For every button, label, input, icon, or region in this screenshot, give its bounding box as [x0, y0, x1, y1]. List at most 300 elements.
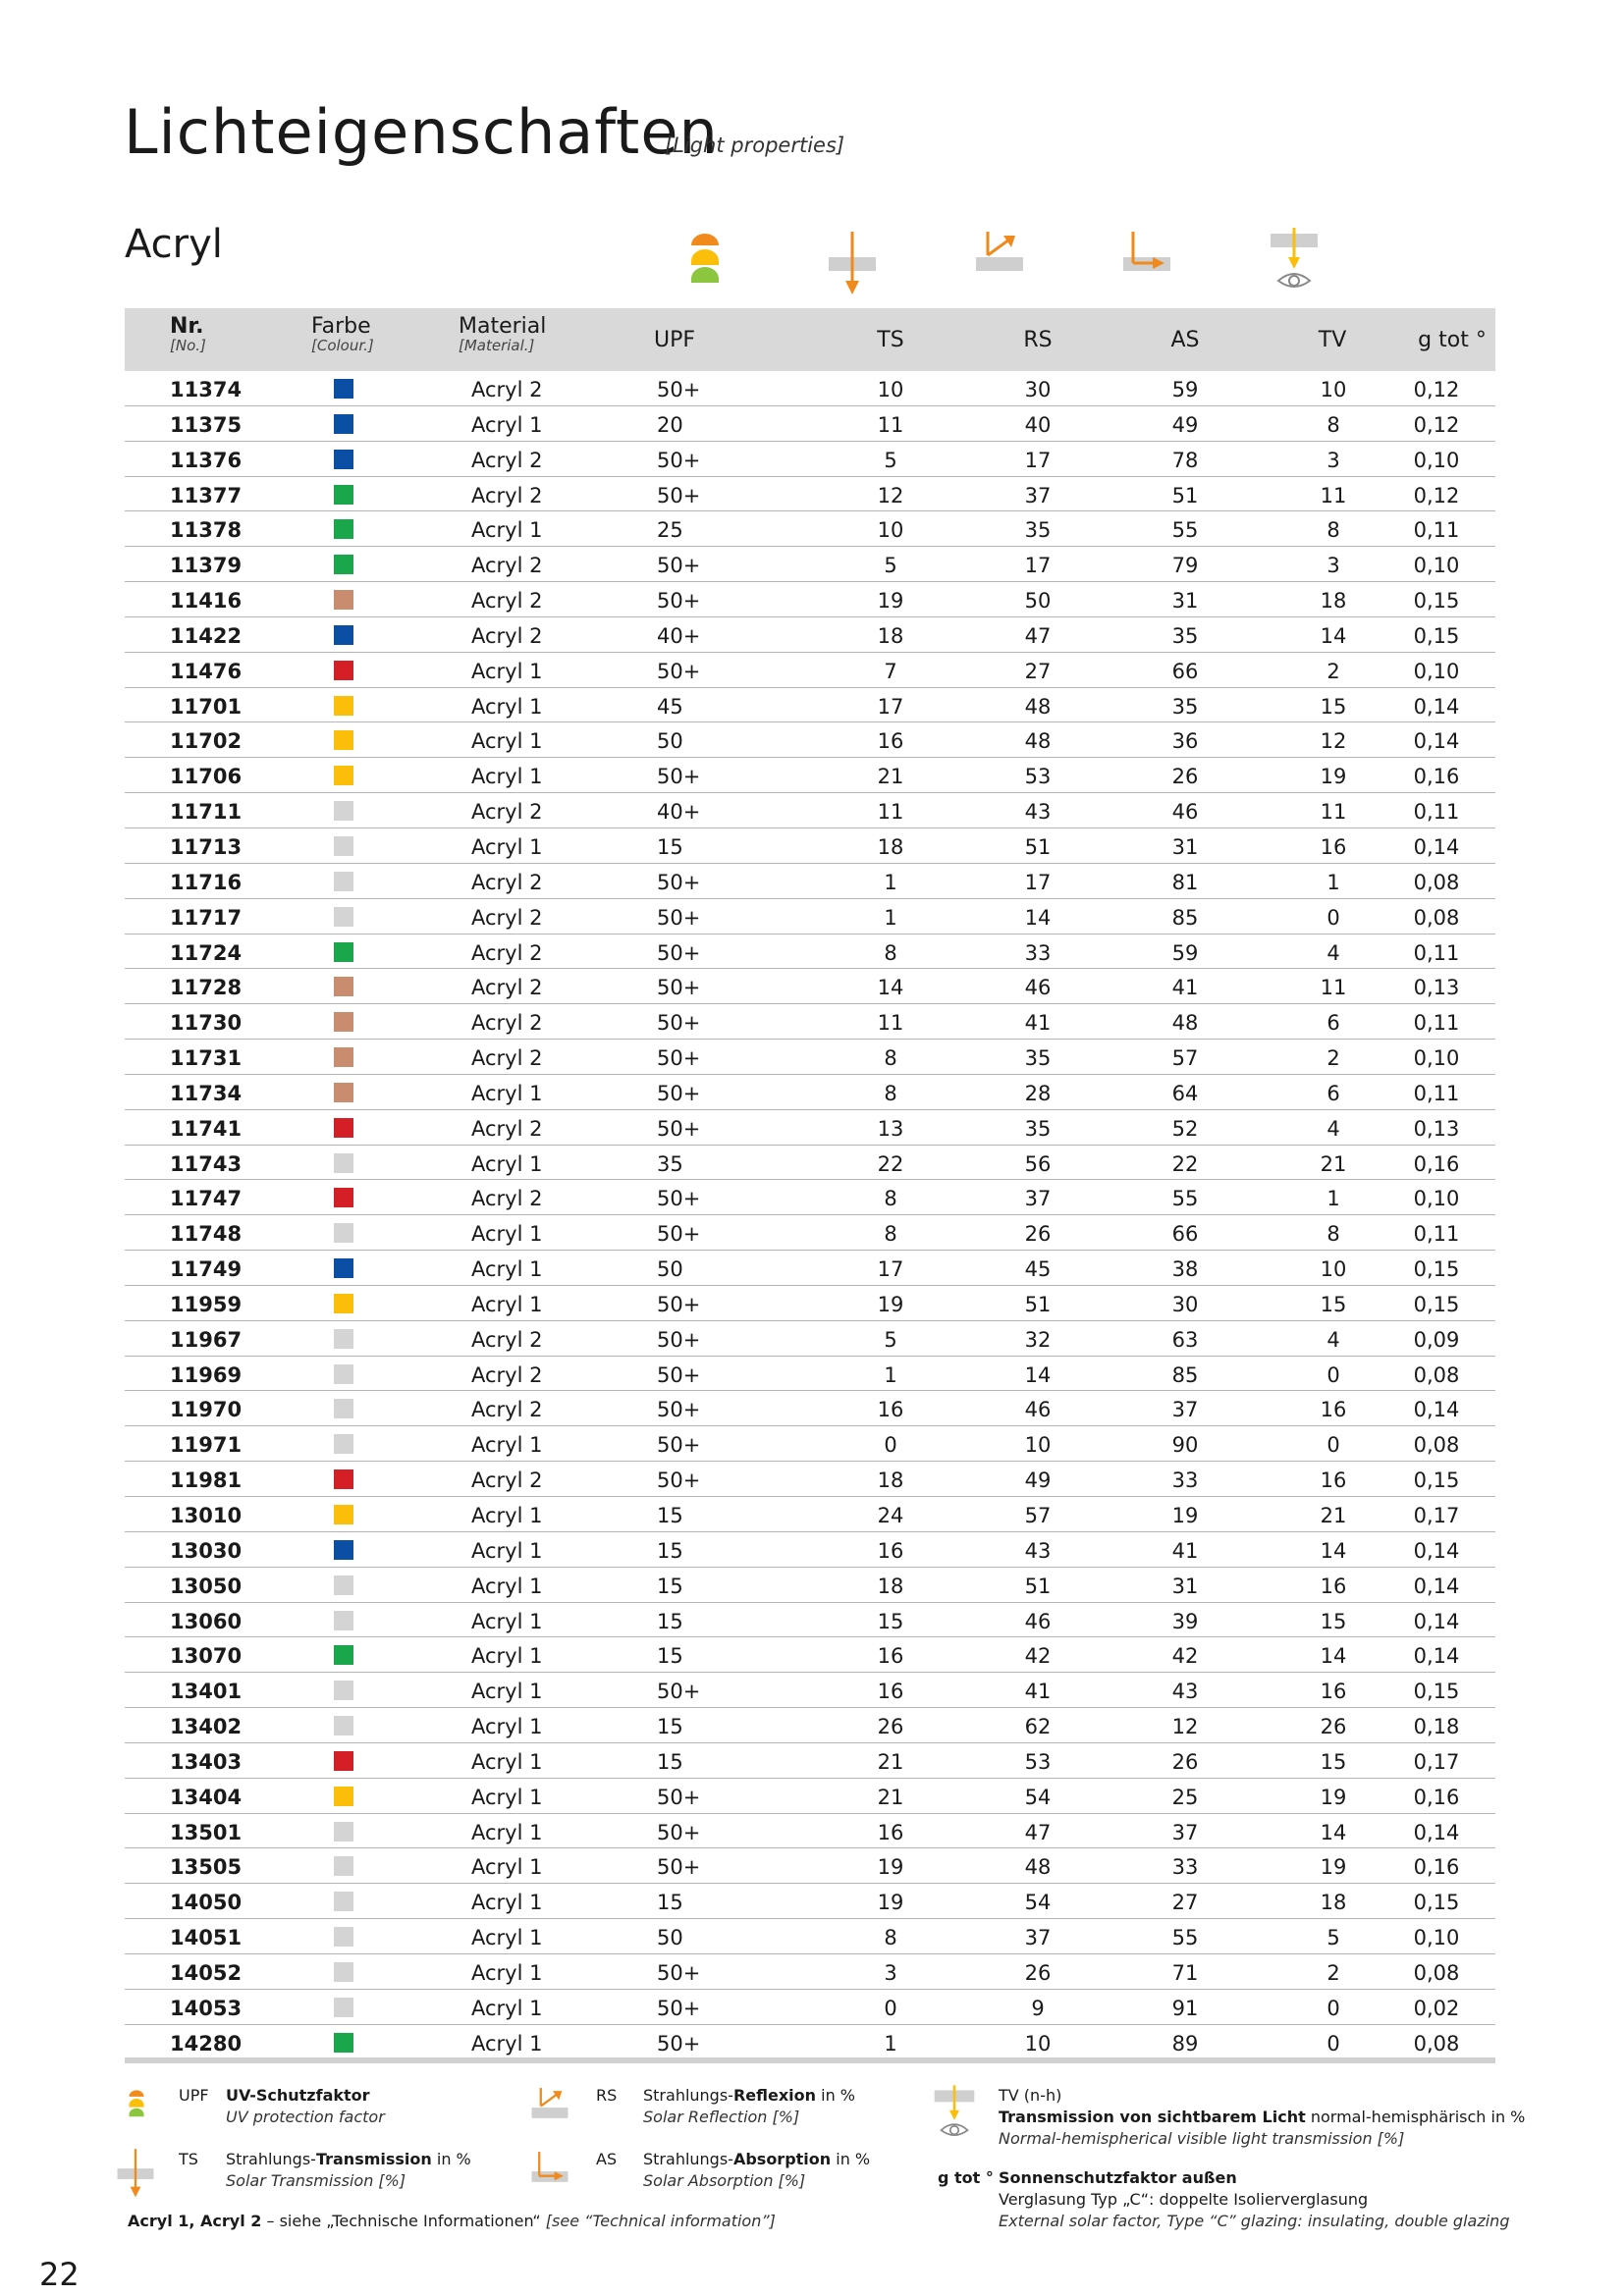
row-colour-swatch: [334, 1329, 353, 1349]
row-material: Acryl 1: [471, 1926, 543, 1950]
table-row: [125, 1673, 1495, 1708]
table-row: [125, 1426, 1495, 1462]
row-material: Acryl 2: [471, 1327, 543, 1352]
row-as: 52: [1171, 1116, 1199, 1141]
row-material: Acryl 2: [471, 623, 543, 648]
row-gtot: 0,10: [1413, 1926, 1460, 1950]
row-upf: 50+: [657, 483, 701, 507]
row-ts: 10: [877, 518, 904, 543]
row-tv: 4: [1326, 940, 1340, 965]
row-upf: 50+: [657, 940, 701, 965]
row-as: 19: [1171, 1504, 1199, 1527]
page-title-en: [Light properties]: [665, 133, 845, 157]
row-material: Acryl 1: [471, 1785, 543, 1809]
row-upf: 50+: [657, 870, 701, 894]
row-ts: 16: [877, 1398, 904, 1422]
row-gtot: 0,16: [1413, 765, 1460, 789]
legend-ts-text: Strahlungs-Transmission in % Solar Transmission [%]: [226, 2150, 471, 2190]
row-tv: 14: [1320, 1820, 1347, 1844]
row-rs: 53: [1024, 765, 1052, 789]
row-upf: 40+: [657, 800, 701, 825]
row-ts: 13: [877, 1116, 904, 1141]
row-as: 59: [1171, 940, 1199, 965]
row-upf: 50+: [657, 589, 701, 614]
row-ts: 17: [877, 1257, 904, 1282]
row-upf: 15: [657, 1644, 683, 1669]
legend-gtot-text: Sonnenschutzfaktor außen Verglasung Typ „C“: doppelte Isolierverglasung External solar factor, Type “C” glazing: insulating, double glazing: [999, 2168, 1510, 2230]
col-farbe: Farbe [Colour.]: [311, 314, 374, 354]
row-upf: 50+: [657, 1996, 701, 2020]
row-nr: 13050: [170, 1574, 243, 1598]
row-tv: 15: [1320, 1292, 1347, 1316]
row-upf: 50+: [657, 1468, 701, 1493]
row-colour-swatch: [334, 1611, 353, 1630]
row-material: Acryl 2: [471, 1468, 543, 1493]
row-colour-swatch: [334, 1998, 353, 2017]
row-material: Acryl 2: [471, 1187, 543, 1211]
row-nr: 11716: [170, 870, 243, 894]
row-upf: 50+: [657, 1362, 701, 1387]
row-tv: 11: [1320, 976, 1347, 1000]
row-material: Acryl 2: [471, 1116, 543, 1141]
row-upf: 50+: [657, 1785, 701, 1809]
tv-visible-light-icon: [1269, 228, 1320, 296]
table-row: [125, 969, 1495, 1004]
row-ts: 18: [877, 1468, 904, 1493]
row-rs: 41: [1024, 1011, 1052, 1036]
row-upf: 15: [657, 1574, 683, 1598]
row-tv: 14: [1320, 1644, 1347, 1669]
row-ts: 16: [877, 1680, 904, 1704]
row-material: Acryl 1: [471, 1257, 543, 1282]
row-upf: 50: [657, 729, 683, 754]
row-gtot: 0,13: [1413, 1116, 1460, 1141]
row-gtot: 0,10: [1413, 554, 1460, 578]
row-nr: 13404: [170, 1785, 243, 1809]
row-ts: 0: [884, 1996, 897, 2020]
row-as: 22: [1171, 1151, 1199, 1176]
row-upf: 50+: [657, 448, 701, 472]
row-material: Acryl 1: [471, 2031, 543, 2056]
col-material: Material [Material.]: [459, 314, 547, 354]
row-upf: 50+: [657, 2031, 701, 2056]
legend-tv: TV (n-h) Transmission von sichtbarem Licht normal-hemisphärisch in % Normal-hemispherical visible light transmission [%]: [999, 2086, 1526, 2148]
row-rs: 42: [1024, 1644, 1052, 1669]
table-row: [125, 934, 1495, 970]
row-tv: 1: [1326, 1187, 1340, 1211]
page-number: 22: [39, 2256, 80, 2293]
row-gtot: 0,02: [1413, 1996, 1460, 2020]
row-colour-swatch: [334, 1927, 353, 1947]
row-material: Acryl 1: [471, 1960, 543, 1985]
row-rs: 35: [1024, 1116, 1052, 1141]
legend-upf-text: UV-Schutzfaktor UV protection factor: [226, 2086, 385, 2126]
row-material: Acryl 1: [471, 1680, 543, 1704]
table-row: [125, 442, 1495, 477]
legend-ts-icon: [116, 2146, 155, 2203]
row-tv: 18: [1320, 589, 1347, 614]
row-nr: 11734: [170, 1081, 243, 1105]
row-ts: 22: [877, 1151, 904, 1176]
row-as: 91: [1171, 1996, 1199, 2020]
row-colour-swatch: [334, 977, 353, 996]
row-rs: 46: [1024, 1398, 1052, 1422]
row-tv: 2: [1326, 1046, 1340, 1071]
row-nr: 14052: [170, 1960, 243, 1985]
row-rs: 17: [1024, 870, 1052, 894]
row-tv: 5: [1326, 1926, 1340, 1950]
row-rs: 50: [1024, 589, 1052, 614]
row-material: Acryl 1: [471, 1820, 543, 1844]
table-row: [125, 1040, 1495, 1075]
row-as: 26: [1171, 1749, 1199, 1774]
row-gtot: 0,09: [1413, 1327, 1460, 1352]
row-upf: 20: [657, 412, 683, 437]
row-colour-swatch: [334, 590, 353, 610]
row-as: 31: [1171, 589, 1199, 614]
row-rs: 17: [1024, 554, 1052, 578]
row-gtot: 0,08: [1413, 1433, 1460, 1458]
table-row: [125, 1251, 1495, 1286]
table-row: [125, 1215, 1495, 1251]
row-nr: 11706: [170, 765, 243, 789]
row-rs: 48: [1024, 729, 1052, 754]
row-nr: 11749: [170, 1257, 243, 1282]
row-rs: 17: [1024, 448, 1052, 472]
row-nr: 14050: [170, 1891, 243, 1915]
legend-rs-icon: [530, 2085, 569, 2128]
row-nr: 11422: [170, 623, 243, 648]
table-row: [125, 722, 1495, 758]
row-colour-swatch: [334, 1223, 353, 1243]
ts-transmission-icon: [827, 228, 878, 296]
row-colour-swatch: [334, 661, 353, 680]
row-nr: 11374: [170, 378, 243, 401]
row-upf: 50: [657, 1257, 683, 1282]
row-tv: 19: [1320, 1855, 1347, 1880]
row-material: Acryl 1: [471, 1891, 543, 1915]
row-gtot: 0,14: [1413, 1609, 1460, 1633]
row-upf: 50+: [657, 1960, 701, 1985]
table-row: [125, 477, 1495, 512]
row-rs: 14: [1024, 1362, 1052, 1387]
row-tv: 4: [1326, 1327, 1340, 1352]
row-colour-swatch: [334, 519, 353, 539]
row-nr: 11701: [170, 694, 243, 719]
row-colour-swatch: [334, 1118, 353, 1138]
rs-reflection-icon: [974, 228, 1025, 296]
table-row: [125, 1286, 1495, 1321]
row-colour-swatch: [334, 625, 353, 645]
row-nr: 14053: [170, 1996, 243, 2020]
table-row: [125, 1848, 1495, 1884]
row-as: 66: [1171, 659, 1199, 683]
row-colour-swatch: [334, 1294, 353, 1313]
row-tv: 21: [1320, 1504, 1347, 1527]
row-ts: 18: [877, 1574, 904, 1598]
row-material: Acryl 1: [471, 834, 543, 859]
row-upf: 50+: [657, 1680, 701, 1704]
table-row: [125, 1637, 1495, 1673]
row-gtot: 0,11: [1413, 1222, 1460, 1247]
row-tv: 11: [1320, 483, 1347, 507]
row-as: 48: [1171, 1011, 1199, 1036]
table-row: [125, 582, 1495, 617]
row-material: Acryl 1: [471, 1433, 543, 1458]
row-ts: 24: [877, 1504, 904, 1527]
row-colour-swatch: [334, 1716, 353, 1735]
row-nr: 11959: [170, 1292, 243, 1316]
legend-ts: TS: [179, 2150, 198, 2168]
row-nr: 11971: [170, 1433, 243, 1458]
row-tv: 15: [1320, 1749, 1347, 1774]
row-gtot: 0,15: [1413, 1680, 1460, 1704]
row-gtot: 0,12: [1413, 412, 1460, 437]
legend-gtot: g tot °: [938, 2168, 994, 2187]
row-material: Acryl 1: [471, 518, 543, 543]
row-upf: 50+: [657, 1327, 701, 1352]
col-tv: TV: [1318, 328, 1347, 352]
row-gtot: 0,16: [1413, 1855, 1460, 1880]
table-row: [125, 1321, 1495, 1357]
row-ts: 19: [877, 1855, 904, 1880]
row-nr: 11748: [170, 1222, 243, 1247]
table-row: [125, 899, 1495, 934]
row-colour-swatch: [334, 1787, 353, 1806]
row-ts: 7: [884, 659, 897, 683]
row-tv: 16: [1320, 834, 1347, 859]
row-as: 26: [1171, 765, 1199, 789]
row-nr: 13060: [170, 1609, 243, 1633]
row-colour-swatch: [334, 1822, 353, 1842]
row-ts: 10: [877, 378, 904, 401]
row-gtot: 0,14: [1413, 1644, 1460, 1669]
row-tv: 10: [1320, 1257, 1347, 1282]
row-rs: 28: [1024, 1081, 1052, 1105]
row-nr: 11967: [170, 1327, 243, 1352]
row-rs: 26: [1024, 1960, 1052, 1985]
row-colour-swatch: [334, 1681, 353, 1700]
row-nr: 11702: [170, 729, 243, 754]
row-material: Acryl 2: [471, 800, 543, 825]
table-header: [125, 308, 1495, 371]
row-as: 90: [1171, 1433, 1199, 1458]
table-body: [125, 371, 1495, 2060]
row-nr: 13070: [170, 1644, 243, 1669]
row-nr: 13402: [170, 1715, 243, 1739]
col-gtot: g tot °: [1418, 328, 1487, 352]
row-tv: 8: [1326, 412, 1340, 437]
row-rs: 37: [1024, 1187, 1052, 1211]
row-upf: 15: [657, 1538, 683, 1563]
row-as: 79: [1171, 554, 1199, 578]
col-upf: UPF: [653, 328, 696, 352]
row-tv: 0: [1326, 1996, 1340, 2020]
row-as: 30: [1171, 1292, 1199, 1316]
table-row: [125, 758, 1495, 793]
row-ts: 19: [877, 589, 904, 614]
row-colour-swatch: [334, 2033, 353, 2053]
row-rs: 54: [1024, 1891, 1052, 1915]
row-rs: 56: [1024, 1151, 1052, 1176]
row-ts: 21: [877, 1749, 904, 1774]
row-as: 55: [1171, 1187, 1199, 1211]
row-gtot: 0,10: [1413, 448, 1460, 472]
legend-rs: RS: [596, 2086, 618, 2105]
row-tv: 19: [1320, 1785, 1347, 1809]
table-row: [125, 828, 1495, 864]
row-as: 35: [1171, 694, 1199, 719]
row-material: Acryl 1: [471, 1609, 543, 1633]
row-upf: 50+: [657, 1292, 701, 1316]
row-material: Acryl 2: [471, 554, 543, 578]
table-row: [125, 864, 1495, 899]
row-nr: 11731: [170, 1046, 243, 1071]
row-material: Acryl 2: [471, 1011, 543, 1036]
row-colour-swatch: [334, 1047, 353, 1067]
row-gtot: 0,16: [1413, 1785, 1460, 1809]
row-upf: 50+: [657, 1222, 701, 1247]
row-gtot: 0,13: [1413, 976, 1460, 1000]
row-as: 33: [1171, 1468, 1199, 1493]
row-rs: 46: [1024, 976, 1052, 1000]
row-colour-swatch: [334, 414, 353, 434]
row-colour-swatch: [334, 1258, 353, 1278]
row-rs: 51: [1024, 1574, 1052, 1598]
row-rs: 47: [1024, 1820, 1052, 1844]
row-rs: 43: [1024, 800, 1052, 825]
row-rs: 33: [1024, 940, 1052, 965]
table-row: [125, 1603, 1495, 1638]
row-as: 38: [1171, 1257, 1199, 1282]
col-as: AS: [1170, 328, 1200, 352]
row-material: Acryl 1: [471, 1855, 543, 1880]
row-upf: 50+: [657, 1187, 701, 1211]
row-nr: 11724: [170, 940, 243, 965]
row-nr: 11378: [170, 518, 243, 543]
row-colour-swatch: [334, 1575, 353, 1595]
row-upf: 50+: [657, 1433, 701, 1458]
row-tv: 6: [1326, 1081, 1340, 1105]
row-rs: 26: [1024, 1222, 1052, 1247]
row-upf: 50+: [657, 976, 701, 1000]
row-rs: 32: [1024, 1327, 1052, 1352]
row-ts: 19: [877, 1292, 904, 1316]
row-gtot: 0,18: [1413, 1715, 1460, 1739]
row-tv: 0: [1326, 2031, 1340, 2056]
row-nr: 11743: [170, 1151, 243, 1176]
row-tv: 12: [1320, 729, 1347, 754]
row-tv: 0: [1326, 1362, 1340, 1387]
row-gtot: 0,17: [1413, 1504, 1460, 1527]
row-colour-swatch: [334, 1505, 353, 1524]
table-row: [125, 1708, 1495, 1743]
row-as: 49: [1171, 412, 1199, 437]
row-upf: 50+: [657, 905, 701, 930]
row-gtot: 0,11: [1413, 940, 1460, 965]
legend-as-text: Strahlungs-Absorption in % Solar Absorption [%]: [643, 2150, 871, 2190]
row-rs: 14: [1024, 905, 1052, 930]
row-rs: 45: [1024, 1257, 1052, 1282]
table-row: [125, 617, 1495, 653]
row-ts: 26: [877, 1715, 904, 1739]
row-upf: 50+: [657, 1081, 701, 1105]
row-as: 35: [1171, 623, 1199, 648]
row-tv: 15: [1320, 1609, 1347, 1633]
row-tv: 0: [1326, 905, 1340, 930]
row-material: Acryl 1: [471, 1644, 543, 1669]
row-tv: 26: [1320, 1715, 1347, 1739]
row-ts: 8: [884, 940, 897, 965]
table-row: [125, 1779, 1495, 1814]
row-material: Acryl 2: [471, 870, 543, 894]
row-upf: 15: [657, 1891, 683, 1915]
row-ts: 3: [884, 1960, 897, 1985]
row-ts: 16: [877, 1644, 904, 1669]
row-gtot: 0,14: [1413, 694, 1460, 719]
row-tv: 1: [1326, 870, 1340, 894]
row-gtot: 0,15: [1413, 623, 1460, 648]
row-gtot: 0,15: [1413, 1468, 1460, 1493]
row-nr: 13501: [170, 1820, 243, 1844]
table-row: [125, 511, 1495, 547]
row-as: 55: [1171, 1926, 1199, 1950]
row-ts: 8: [884, 1187, 897, 1211]
row-nr: 11377: [170, 483, 243, 507]
row-as: 66: [1171, 1222, 1199, 1247]
row-gtot: 0,14: [1413, 729, 1460, 754]
row-ts: 21: [877, 1785, 904, 1809]
row-as: 42: [1171, 1644, 1199, 1669]
row-gtot: 0,14: [1413, 1398, 1460, 1422]
legend-upf: UPF: [179, 2086, 209, 2105]
legend-rs-text: Strahlungs-Reflexion in % Solar Reflection [%]: [643, 2086, 855, 2126]
table-row: [125, 1462, 1495, 1497]
row-as: 64: [1171, 1081, 1199, 1105]
row-tv: 6: [1326, 1011, 1340, 1036]
col-ts: TS: [877, 328, 904, 352]
row-rs: 53: [1024, 1749, 1052, 1774]
row-upf: 35: [657, 1151, 683, 1176]
row-material: Acryl 1: [471, 1538, 543, 1563]
table-row: [125, 1919, 1495, 1954]
table-row: [125, 1814, 1495, 1849]
row-rs: 57: [1024, 1504, 1052, 1527]
row-colour-swatch: [334, 1645, 353, 1665]
as-absorption-icon: [1121, 228, 1172, 296]
row-nr: 11376: [170, 448, 243, 472]
row-colour-swatch: [334, 1540, 353, 1560]
row-material: Acryl 1: [471, 765, 543, 789]
row-material: Acryl 2: [471, 976, 543, 1000]
row-upf: 25: [657, 518, 683, 543]
row-upf: 15: [657, 1749, 683, 1774]
row-colour-swatch: [334, 1962, 353, 1982]
table-row: [125, 793, 1495, 828]
row-as: 55: [1171, 518, 1199, 543]
row-colour-swatch: [334, 1153, 353, 1173]
row-ts: 11: [877, 412, 904, 437]
table-row: [125, 1568, 1495, 1603]
row-upf: 50+: [657, 1116, 701, 1141]
row-upf: 50+: [657, 659, 701, 683]
table-row: [125, 1110, 1495, 1146]
table-row: [125, 371, 1495, 406]
row-nr: 13403: [170, 1749, 243, 1774]
row-ts: 5: [884, 554, 897, 578]
legend-upf-icon: [123, 2079, 150, 2136]
row-ts: 18: [877, 623, 904, 648]
